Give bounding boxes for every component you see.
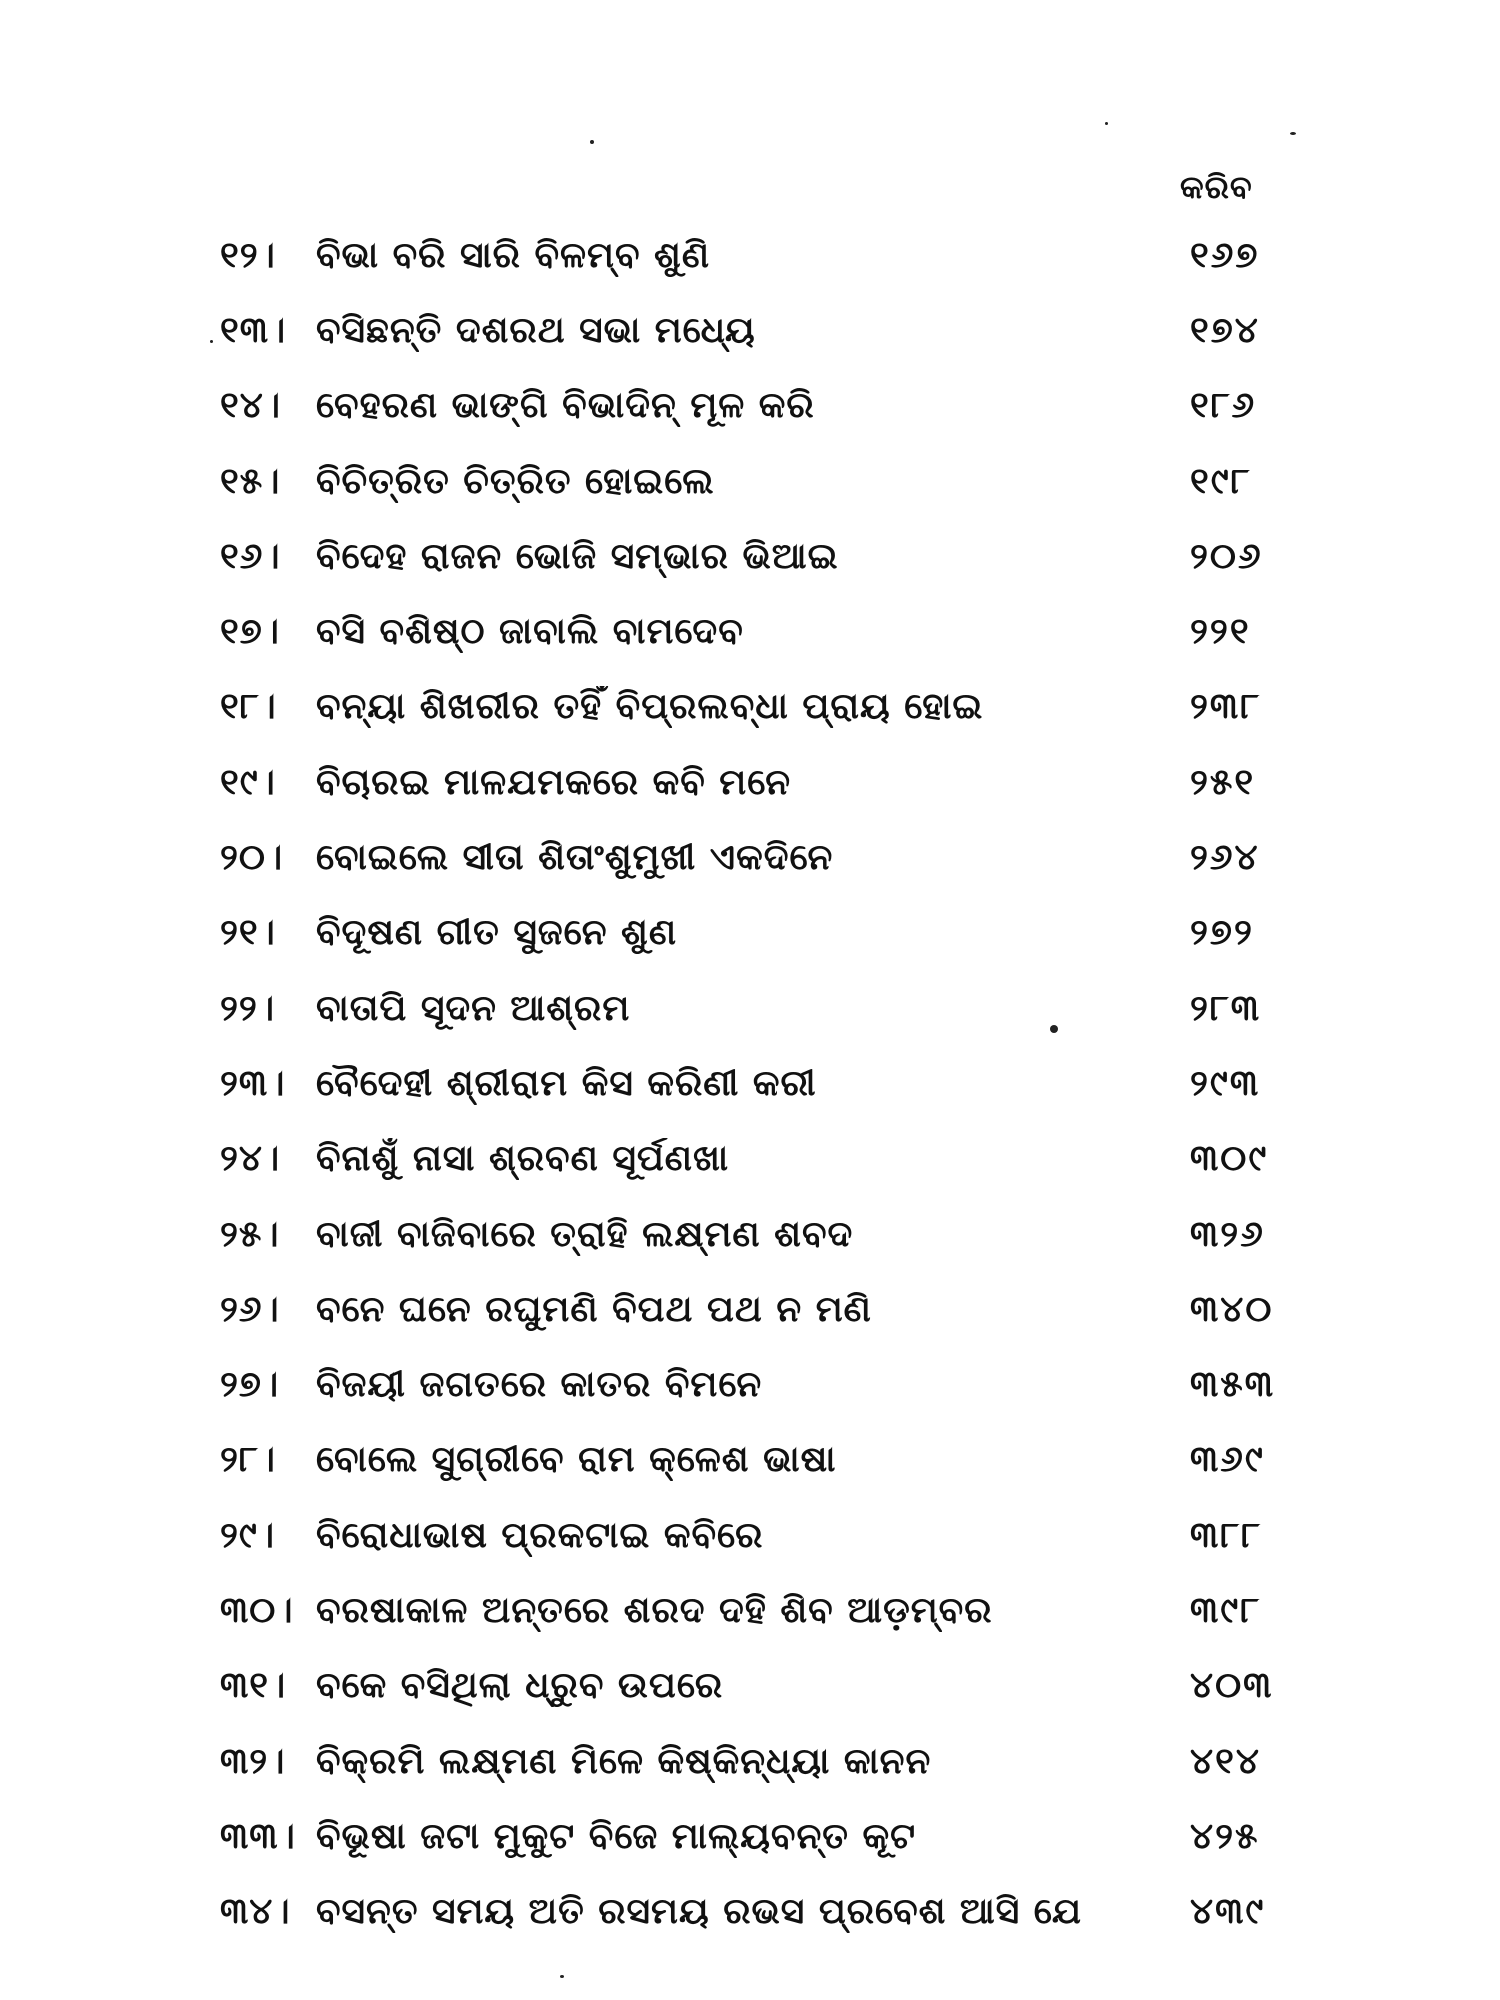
entry-title: ବନେ ଘନେ ରଘୁମଣି ବିପଥ ପଥ ନ ମଣି bbox=[316, 1288, 872, 1330]
entry-number: ୩୪। bbox=[220, 1891, 291, 1933]
entry-number: ୧୭। bbox=[220, 611, 280, 653]
toc-entry bbox=[220, 670, 1300, 745]
entry-title: ବିଚାରଇ ମାଳଯମକରେ କବି ମନେ bbox=[316, 761, 792, 803]
entry-page: ୧୮୬ bbox=[1190, 385, 1257, 427]
entry-number: ୧୮। bbox=[220, 686, 277, 728]
toc-entry bbox=[220, 293, 1300, 368]
table-of-contents bbox=[220, 218, 1300, 1950]
entry-title: ବାତାପି ସୂଦନ ଆଶ୍ରମ bbox=[316, 987, 631, 1029]
entry-number: ୧୩। bbox=[220, 309, 287, 351]
toc-entry bbox=[220, 1799, 1300, 1874]
entry-title: ବସନ୍ତ ସମୟ ଅତି ରସମୟ ରଭସ ପ୍ରବେଶ ଆସି ଯେ bbox=[316, 1891, 1082, 1933]
toc-entry bbox=[220, 896, 1300, 971]
toc-entry bbox=[220, 594, 1300, 669]
entry-number: ୨୭। bbox=[220, 1364, 280, 1406]
entry-number: ୨୪। bbox=[220, 1138, 281, 1180]
entry-number: ୨୦। bbox=[220, 837, 284, 879]
entry-title: ବରଷାକାଳ ଅନ୍ତରେ ଶରଦ ଦହି ଶିବ ଆଡ଼ମ୍ବର bbox=[316, 1589, 993, 1631]
toc-entry bbox=[220, 1498, 1300, 1573]
scan-speck bbox=[590, 140, 594, 144]
entry-page: ୩୯୮ bbox=[1190, 1589, 1261, 1631]
entry-page: ୪୧୪ bbox=[1190, 1740, 1261, 1782]
entry-title: ବୋଇଲେ ସୀତା ଶିତାଂଶୁମୁଖୀ ଏକଦିନେ bbox=[316, 837, 834, 879]
entry-page: ୨୫୧ bbox=[1190, 761, 1256, 803]
entry-title: ବିଭୂଷା ଜଟା ମୁକୁଟ ବିଜେ ମାଲ୍ୟବନ୍ତ କୂଟ bbox=[316, 1815, 917, 1857]
entry-page: ୨୩୮ bbox=[1190, 686, 1262, 728]
entry-page: ୨୭୨ bbox=[1190, 912, 1254, 954]
toc-entry bbox=[220, 1272, 1300, 1347]
toc-entry bbox=[220, 1573, 1300, 1648]
entry-page: ୨୦୬ bbox=[1190, 535, 1263, 577]
entry-title: ବିକ୍ରମି ଲକ୍ଷ୍ମଣ ମିଳେ କିଷ୍କିନ୍ଧ୍ୟା କାନନ bbox=[316, 1740, 932, 1782]
entry-page: ୨୨୧ bbox=[1190, 611, 1251, 653]
scan-speck bbox=[560, 1975, 564, 1978]
entry-number: ୨୮। bbox=[220, 1439, 276, 1481]
page-column-label: କରିବ bbox=[1180, 168, 1253, 206]
toc-entry bbox=[220, 444, 1300, 519]
entry-page: ୧୬୭ bbox=[1190, 234, 1260, 276]
scan-speck bbox=[1050, 1025, 1058, 1033]
entry-page: ୨୬୪ bbox=[1190, 837, 1260, 879]
entry-number: ୧୫। bbox=[220, 460, 281, 502]
toc-entry bbox=[220, 1197, 1300, 1272]
toc-entry bbox=[220, 1724, 1300, 1799]
entry-number: ୩୨। bbox=[220, 1740, 286, 1782]
entry-number: ୩୩। bbox=[220, 1815, 296, 1857]
entry-number: ୨୧। bbox=[220, 912, 276, 954]
entry-title: ବିନାଶୁଁ ନାସା ଶ୍ରବଣ ସୂର୍ପଣଖା bbox=[316, 1138, 730, 1180]
entry-title: ବିଦେହ ରାଜନ ଭୋଜି ସମ୍ଭାର ଭିଆଇ bbox=[316, 535, 839, 577]
entry-title: ବସି ବଶିଷ୍ଠ ଜାବାଲି ବାମଦେବ bbox=[316, 611, 744, 653]
entry-page: ୪୨୫ bbox=[1190, 1815, 1260, 1857]
entry-page: ୧୯୮ bbox=[1190, 460, 1252, 502]
toc-entry bbox=[220, 745, 1300, 820]
entry-page: ୩୦୯ bbox=[1190, 1138, 1269, 1180]
toc-entry bbox=[220, 971, 1300, 1046]
scan-speck bbox=[1105, 122, 1108, 125]
entry-number: ୨୩। bbox=[220, 1062, 286, 1104]
entry-page: ୧୭୪ bbox=[1190, 309, 1260, 351]
entry-title: ବିଦୂଷଣ ଗୀତ ସୁଜନେ ଶୁଣ bbox=[316, 912, 678, 954]
entry-title: ବନ୍ୟା ଶିଖରୀର ତହିଁ ବିପ୍ରଲବ୍ଧା ପ୍ରାୟ ହୋଇ bbox=[316, 686, 984, 728]
toc-entry bbox=[220, 1875, 1300, 1950]
entry-title: ବୈଦେହୀ ଶ୍ରୀରାମ କିସ କରିଣୀ କରୀ bbox=[316, 1062, 817, 1104]
entry-number: ୩୧। bbox=[220, 1665, 287, 1707]
entry-title: ବିଜୟୀ ଜଗତରେ କାତର ବିମନେ bbox=[316, 1364, 763, 1406]
entry-title: ବିରୋଧାଭାଷ ପ୍ରକଟାଇ କବିରେ bbox=[316, 1514, 764, 1556]
entry-number: ୧୯। bbox=[220, 761, 276, 803]
entry-title: ବିଚିତ୍ରିତ ଚିତ୍ରିତ ହୋଇଲେ bbox=[316, 460, 715, 502]
toc-entry bbox=[220, 218, 1300, 293]
entry-title: ବକେ ବସିଥିଲା ଧ୍ରୁବ ଉପରେ bbox=[316, 1665, 724, 1707]
entry-title: ବୋଲେ ସୁଗ୍ରୀବେ ରାମ କ୍ଳେଶ ଭାଷା bbox=[316, 1439, 837, 1481]
entry-page: ୩୪୦ bbox=[1190, 1288, 1274, 1330]
scan-speck bbox=[210, 340, 213, 343]
entry-number: ୨୨। bbox=[220, 987, 276, 1029]
entry-page: ୩୬୯ bbox=[1190, 1439, 1265, 1481]
entry-page: ୩୮୮ bbox=[1190, 1514, 1262, 1556]
entry-number: ୩୦। bbox=[220, 1589, 294, 1631]
toc-entry bbox=[220, 1347, 1300, 1422]
toc-entry bbox=[220, 369, 1300, 444]
entry-number: ୧୨। bbox=[220, 234, 276, 276]
entry-title: ବାଜୀ ବାଜିବାରେ ତ୍ରାହି ଲକ୍ଷ୍ମଣ ଶବଦ bbox=[316, 1213, 854, 1255]
entry-title: ବିଭା ବରି ସାରି ବିଳମ୍ବ ଶୁଣି bbox=[316, 234, 711, 276]
toc-entry bbox=[220, 1122, 1300, 1197]
entry-page: ୨୯୩ bbox=[1190, 1062, 1261, 1104]
entry-page: ୩୫୩ bbox=[1190, 1364, 1276, 1406]
toc-entry bbox=[220, 1649, 1300, 1724]
entry-page: ୪୦୩ bbox=[1190, 1665, 1274, 1707]
entry-title: ବେହରଣ ଭାଙ୍ଗି ବିଭାଦିନ୍ ମୂଳ କରି bbox=[316, 385, 815, 427]
entry-number: ୨୫। bbox=[220, 1213, 280, 1255]
toc-entry bbox=[220, 519, 1300, 594]
entry-page: ୪୩୯ bbox=[1190, 1891, 1266, 1933]
entry-number: ୧୪। bbox=[220, 385, 282, 427]
entry-number: ୧୬। bbox=[220, 535, 281, 577]
entry-title: ବସିଛନ୍ତି ଦଶରଥ ସଭା ମଧ୍ୟେ bbox=[316, 309, 756, 351]
entry-page: ୩୨୬ bbox=[1190, 1213, 1265, 1255]
scan-speck bbox=[1290, 132, 1296, 135]
entry-page: ୨୮୩ bbox=[1190, 987, 1262, 1029]
entry-number: ୨୯। bbox=[220, 1514, 276, 1556]
toc-entry bbox=[220, 1046, 1300, 1121]
entry-number: ୨୬। bbox=[220, 1288, 280, 1330]
toc-entry bbox=[220, 820, 1300, 895]
toc-entry bbox=[220, 1423, 1300, 1498]
